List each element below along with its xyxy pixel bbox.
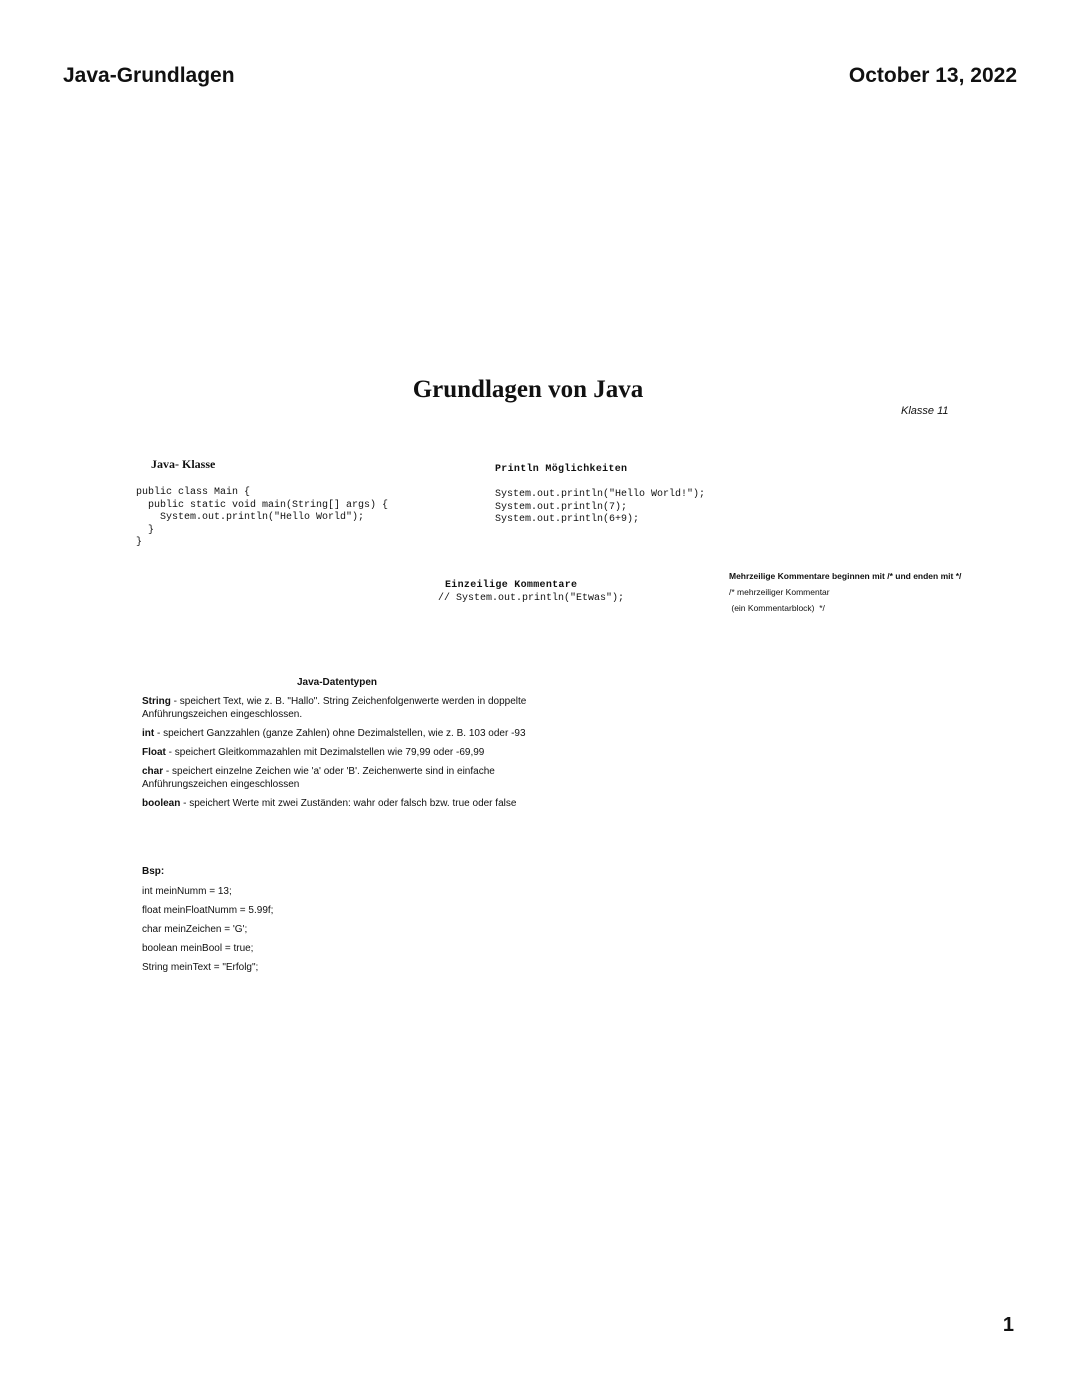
datatype-desc: - speichert Ganzzahlen (ganze Zahlen) ohne Dezimalstellen, wie z. B. 103 oder -93: [154, 728, 526, 739]
datatype-item: [142, 765, 532, 791]
java-class-code: public class Main { public static void main(String[] args) { System.out.println("Hello World"); } }: [136, 487, 389, 548]
example-section: [142, 866, 273, 981]
example-line: float meinFloatNumm = 5.99f;: [142, 905, 274, 916]
datatypes-heading: Java-Datentypen: [296, 677, 378, 688]
multi-comment-block: [729, 571, 979, 619]
header-date: October 13, 2022: [848, 64, 1017, 87]
multi-comment-heading: Mehrzeilige Kommentare beginnen mit /* und enden mit */: [729, 571, 962, 581]
example-line: char meinZeichen = 'G';: [142, 924, 248, 935]
datatypes-section: [142, 676, 532, 816]
single-comment-code: // System.out.println("Etwas");: [438, 593, 625, 604]
datatype-desc: - speichert Werte mit zwei Zuständen: wahr oder falsch bzw. true oder false: [180, 798, 517, 809]
datatype-item: [142, 797, 532, 810]
page-number: 1: [1002, 1314, 1014, 1336]
example-line: String meinText = "Erfolg";: [142, 962, 259, 973]
example-line: int meinNumm = 13;: [142, 886, 232, 897]
datatype-desc: - speichert Gleitkommazahlen mit Dezimalstellen wie 79,99 oder -69,99: [165, 747, 485, 758]
datatype-item: [142, 746, 532, 759]
datatype-desc: - speichert einzelne Zeichen wie 'a' oder 'B'. Zeichenwerte sind in einfache Anführungszeichen eingeschlossen: [142, 766, 495, 790]
datatype-item: [142, 727, 532, 740]
datatype-name: Float: [142, 747, 166, 758]
datatype-name: String: [142, 696, 171, 707]
println-code: System.out.println("Hello World!"); System.out.println(7); System.out.println(6+9);: [495, 489, 706, 525]
example-heading: Bsp:: [142, 866, 165, 877]
example-line: boolean meinBool = true;: [142, 943, 254, 954]
datatype-desc: - speichert Text, wie z. B. "Hallo". String Zeichenfolgenwerte werden in doppelte Anführungszeichen eingeschlossen.: [142, 696, 527, 720]
class-label: Klasse 11: [901, 405, 949, 417]
multi-comment-line: /* mehrzeiliger Kommentar: [729, 587, 830, 597]
header-title: Java-Grundlagen: [63, 64, 235, 87]
page-title: Grundlagen von Java: [412, 376, 644, 403]
java-class-heading: Java- Klasse: [151, 457, 216, 471]
datatype-name: int: [142, 728, 155, 739]
datatype-item: [142, 695, 532, 721]
datatype-name: boolean: [142, 798, 181, 809]
println-heading: Println Möglichkeiten: [495, 464, 628, 475]
datatype-name: char: [142, 766, 164, 777]
multi-comment-line: (ein Kommentarblock) */: [729, 603, 825, 613]
single-comment-heading: Einzeilige Kommentare: [445, 580, 578, 591]
